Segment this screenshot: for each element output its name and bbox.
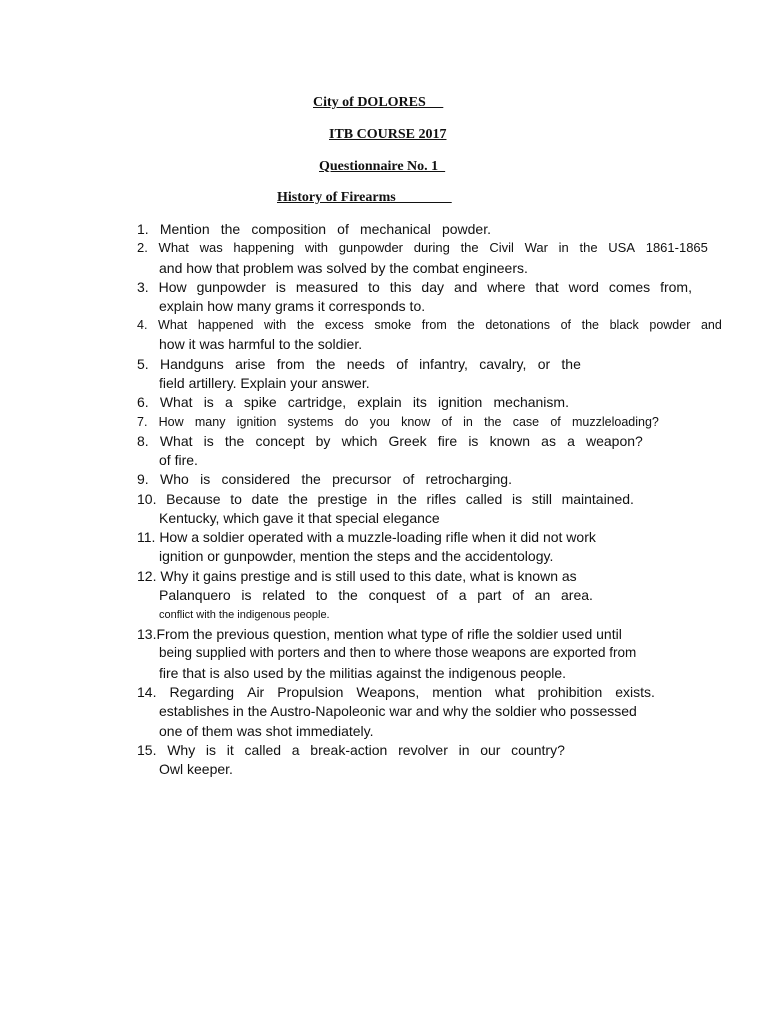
question-text: 4. What happened with the excess smoke from the detonations of the black powder and <box>137 318 722 332</box>
question-text: 1. Mention the composition of mechanical powder. <box>137 221 491 237</box>
question-continuation: Palanquero is related to the conquest of a part of an area. <box>159 587 593 603</box>
question-text: 14. Regarding Air Propulsion Weapons, mention what prohibition exists. <box>137 684 655 700</box>
question-text: 13.From the previous question, mention what type of rifle the soldier used until <box>137 626 622 642</box>
question-continuation: of fire. <box>159 452 198 468</box>
question-text: 7. How many ignition systems do you know of in the case of muzzleloading? <box>137 415 659 429</box>
topic-title: History of Firearms <box>277 190 452 205</box>
question-text: 12. Why it gains prestige and is still used to this date, what is known as <box>137 568 577 584</box>
course-title: ITB COURSE 2017 <box>329 127 447 142</box>
question-continuation: establishes in the Austro-Napoleonic war and why the soldier who possessed <box>159 703 637 719</box>
question-text: 3. How gunpowder is measured to this day and where that word comes from, <box>137 279 692 295</box>
question-text: 11. How a soldier operated with a muzzle-loading rifle when it did not work <box>137 529 596 545</box>
question-text: 8. What is the concept by which Greek fire is known as a weapon? <box>137 433 643 449</box>
question-continuation: one of them was shot immediately. <box>159 723 374 739</box>
question-continuation: Kentucky, which gave it that special elegance <box>159 510 440 526</box>
question-text: 2. What was happening with gunpowder during the Civil War in the USA 1861-1865 <box>137 240 708 255</box>
question-continuation: fire that is also used by the militias against the indigenous people. <box>159 665 567 681</box>
question-text: 10. Because to date the prestige in the rifles called is still maintained. <box>137 491 634 507</box>
question-text: 5. Handguns arise from the needs of infantry, cavalry, or the <box>137 356 581 372</box>
questionnaire-title: Questionnaire No. 1 <box>319 159 446 174</box>
question-text: 9. Who is considered the precursor of retrocharging. <box>137 471 512 487</box>
question-continuation: Owl keeper. <box>159 761 233 777</box>
question-continuation: how it was harmful to the soldier. <box>159 336 363 352</box>
city-title: City of DOLORES <box>313 95 444 110</box>
question-text: 15. Why is it called a break-action revolver in our country? <box>137 742 565 758</box>
question-text: 6. What is a spike cartridge, explain its ignition mechanism. <box>137 394 569 410</box>
question-continuation: and how that problem was solved by the combat engineers. <box>159 260 528 276</box>
question-continuation: ignition or gunpowder, mention the steps and the accidentology. <box>159 548 554 564</box>
question-continuation: explain how many grams it corresponds to. <box>159 298 426 314</box>
question-continuation: field artillery. Explain your answer. <box>159 375 370 391</box>
question-continuation: being supplied with porters and then to where those weapons are exported from <box>159 645 637 660</box>
question-continuation: conflict with the indigenous people. <box>159 609 330 621</box>
